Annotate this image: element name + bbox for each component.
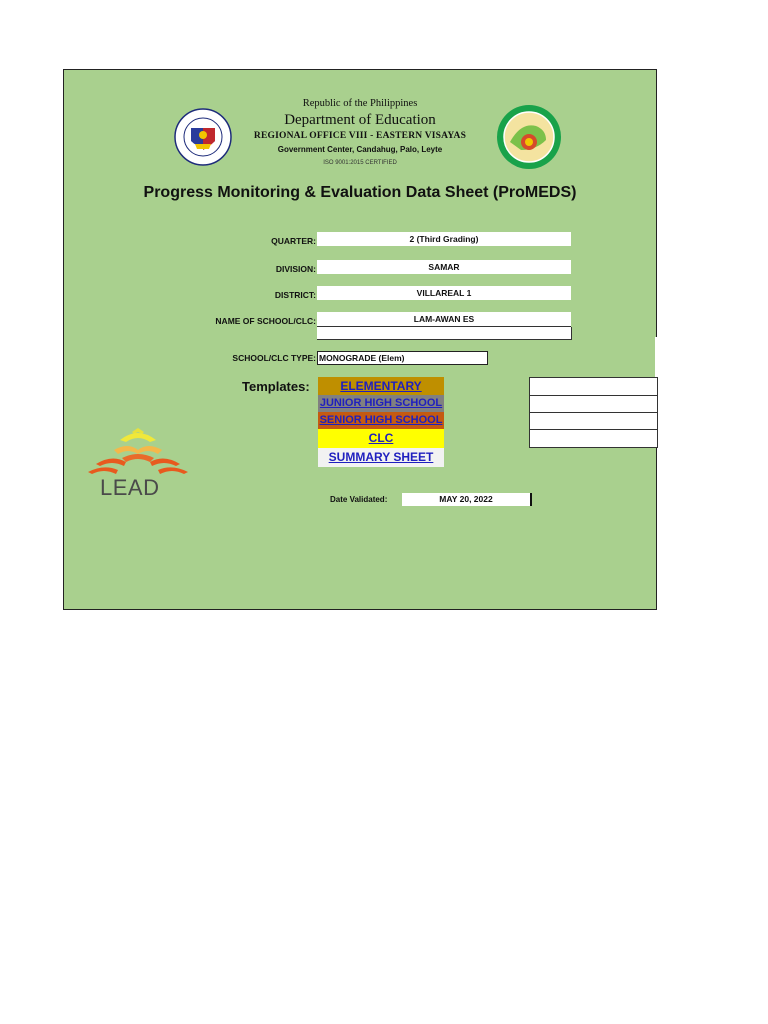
page-title: Progress Monitoring & Evaluation Data Sheet (ProMEDS)	[143, 184, 577, 201]
header-republic: Republic of the Philippines	[302, 98, 418, 109]
side-cell-1[interactable]	[529, 377, 658, 396]
date-validated-field[interactable]: MAY 20, 2022	[402, 493, 532, 506]
side-cell-2[interactable]	[529, 395, 658, 413]
header-department: Department of Education	[284, 112, 436, 128]
header-iso: ISO 9001:2015 CERTIFIED	[323, 160, 397, 166]
header-region: REGIONAL OFFICE VIII - EASTERN VISAYAS	[253, 131, 467, 141]
division-label: DIVISION:	[275, 264, 316, 274]
template-senior-high-link[interactable]: SENIOR HIGH SCHOOL	[318, 412, 444, 429]
lead-logo-text: LEAD	[100, 475, 160, 500]
data-sheet	[63, 69, 657, 610]
school-name-label: NAME OF SCHOOL/CLC:	[215, 316, 316, 326]
project-lead-logo	[84, 428, 192, 510]
template-junior-high-link[interactable]: JUNIOR HIGH SCHOOL	[318, 395, 444, 412]
header-address: Government Center, Candahug, Palo, Leyte	[277, 145, 443, 154]
quarter-field[interactable]: 2 (Third Grading)	[317, 232, 571, 246]
date-validated-label: Date Validated:	[330, 495, 388, 504]
side-cell-3[interactable]	[529, 412, 658, 430]
district-field[interactable]: VILLAREAL 1	[317, 286, 571, 300]
template-clc-link[interactable]: CLC	[318, 429, 444, 448]
templates-label: Templates:	[242, 379, 310, 394]
division-field[interactable]: SAMAR	[317, 260, 571, 274]
school-type-field[interactable]: MONOGRADE (Elem)	[317, 351, 488, 365]
side-cell-4[interactable]	[529, 429, 658, 448]
template-elementary-link[interactable]: ELEMENTARY	[318, 377, 444, 395]
quarter-label: QUARTER:	[271, 236, 316, 246]
district-label: DISTRICT:	[274, 290, 316, 300]
region-viii-seal-icon	[496, 104, 562, 170]
school-name-field[interactable]: LAM-AWAN ES	[317, 312, 571, 327]
sheet-border-gap	[655, 337, 657, 377]
school-name-field-row2[interactable]	[317, 327, 572, 340]
template-summary-sheet-link[interactable]: SUMMARY SHEET	[318, 448, 444, 467]
school-type-label: SCHOOL/CLC TYPE:	[232, 353, 316, 363]
